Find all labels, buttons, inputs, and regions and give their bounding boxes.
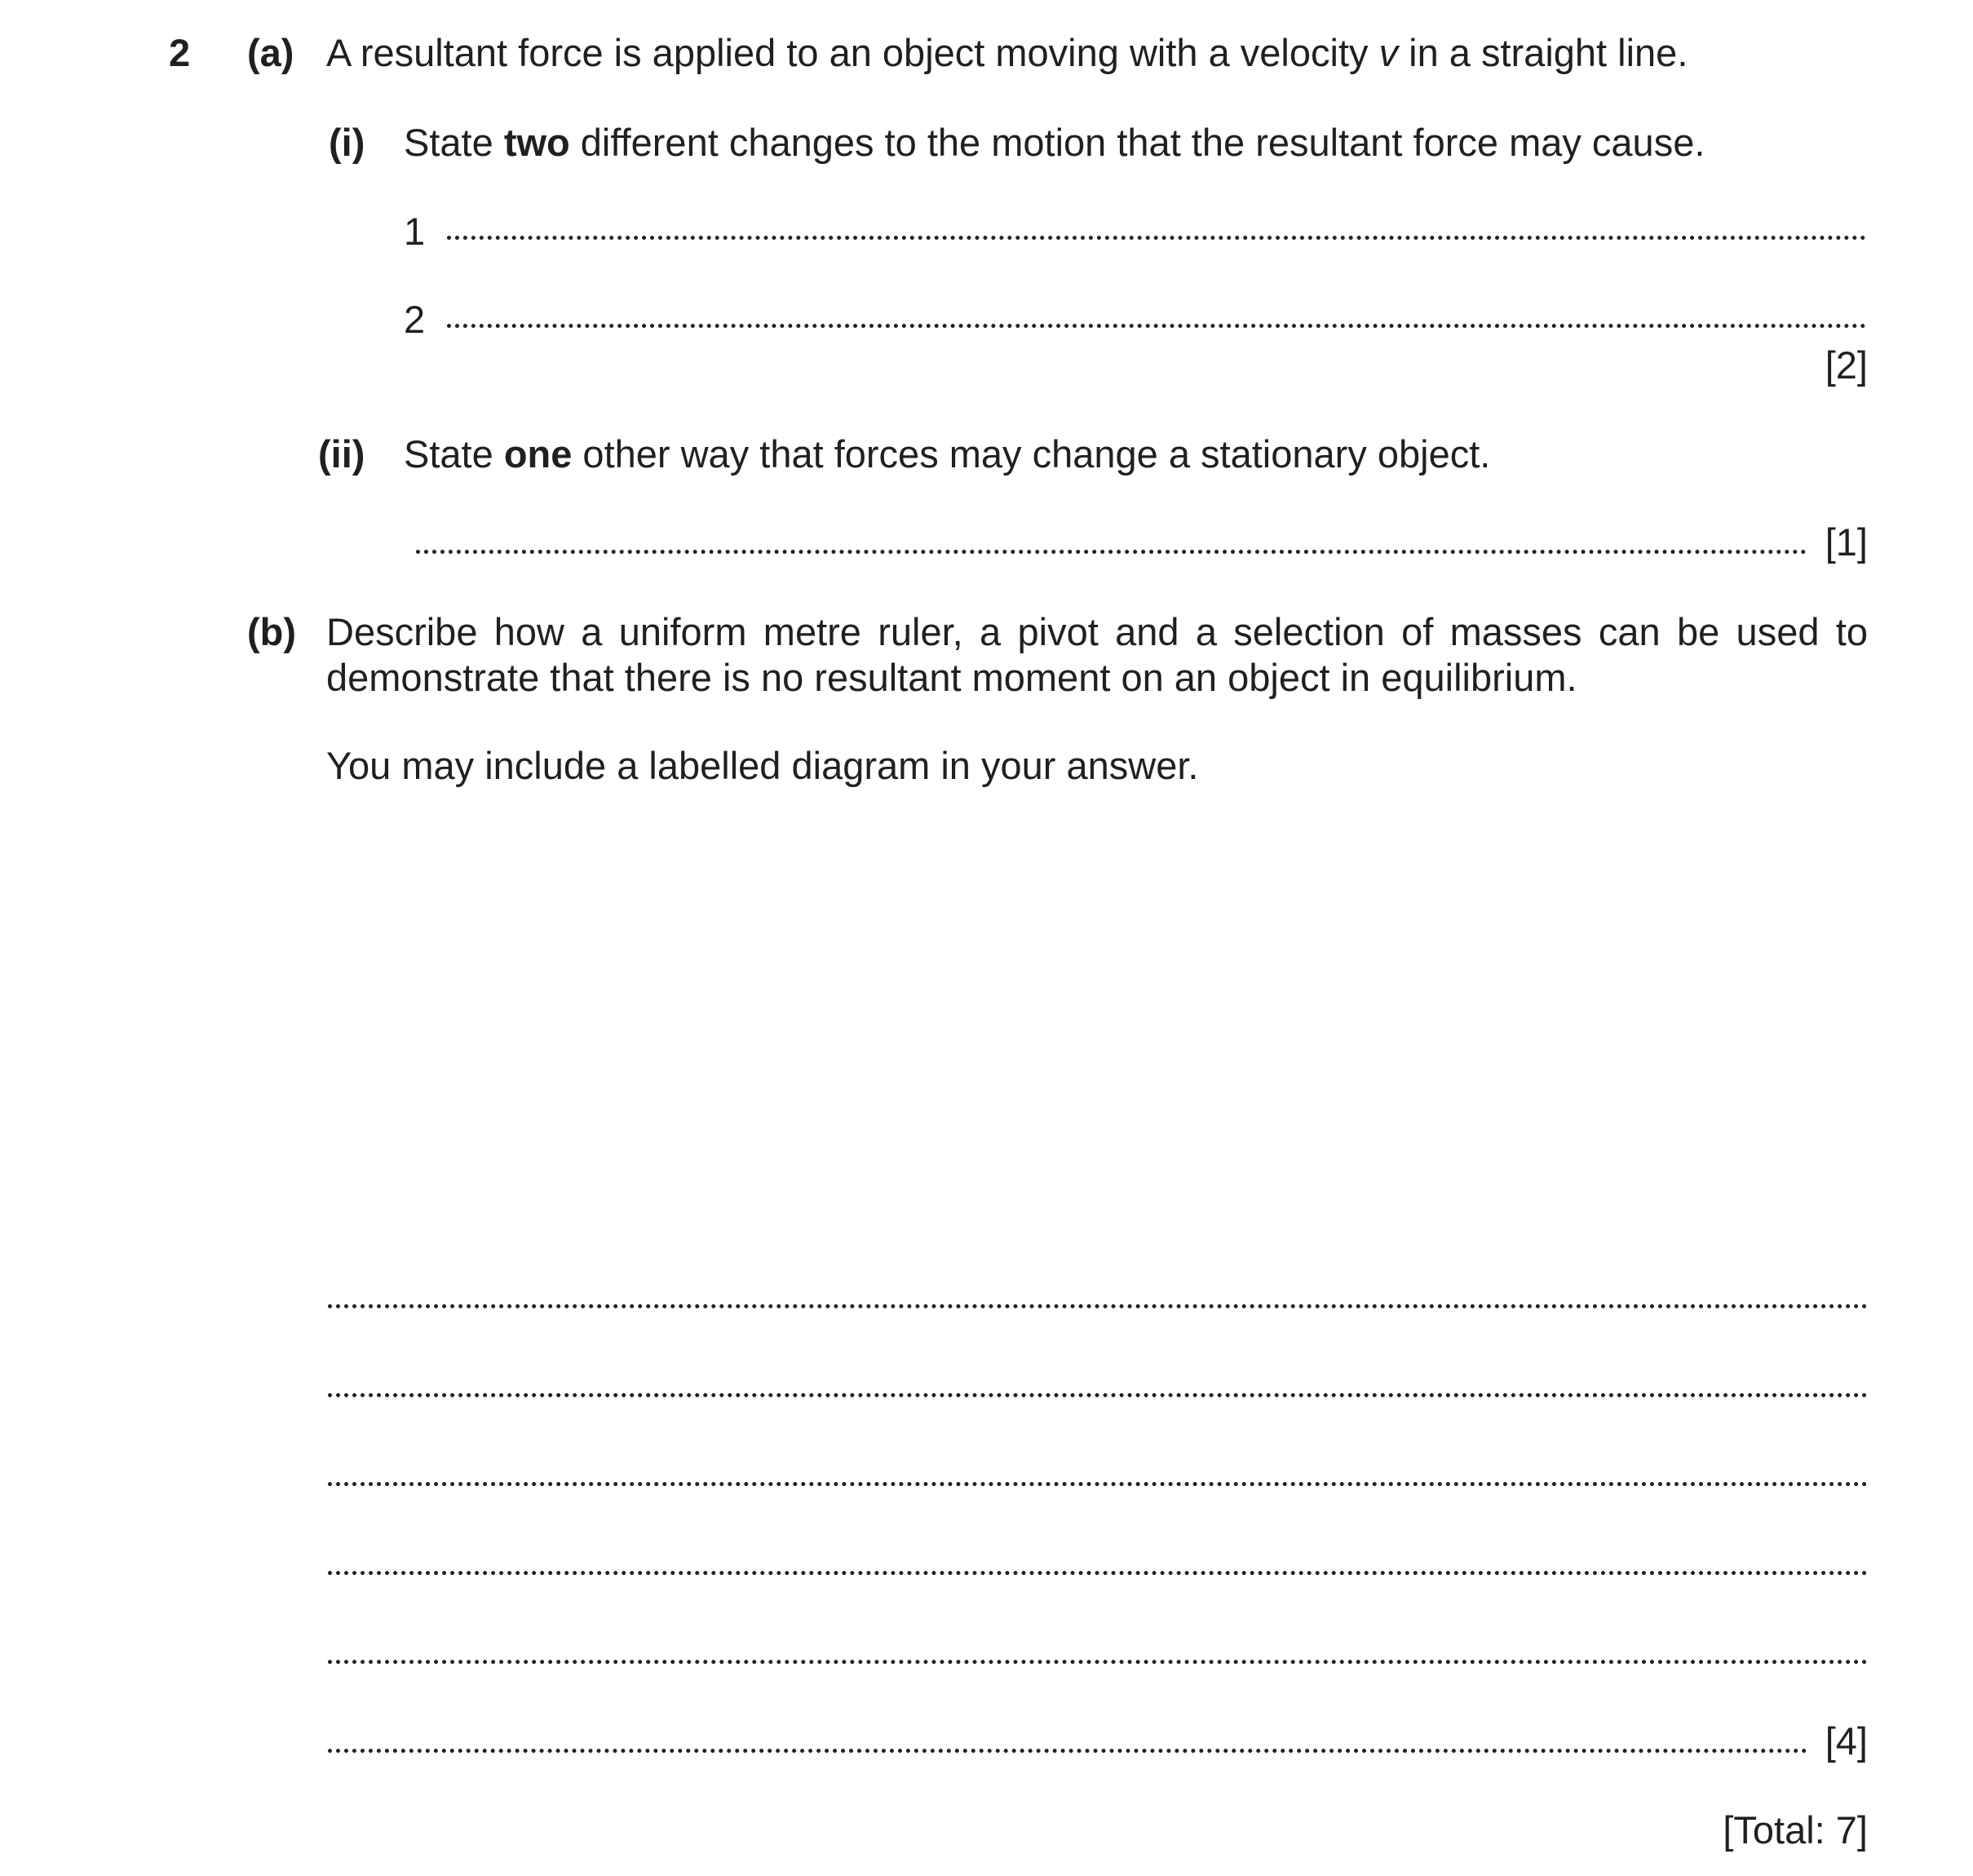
sub-ii-marks: [1] [1825, 520, 1868, 564]
sub-ii-label: (ii) [318, 432, 365, 476]
question-number: 2 [169, 31, 191, 74]
part-b-instruction: You may include a labelled diagram in your answer. [326, 744, 1199, 787]
sub-i-label: (i) [329, 121, 365, 164]
answer-line-b-6[interactable] [328, 1749, 1807, 1753]
part-a-stem-before: A resultant force is applied to an object moving with a velocity [326, 31, 1379, 74]
part-a-label: (a) [247, 31, 294, 74]
sub-i-text-bold: two [503, 121, 570, 164]
total-marks: [Total: 7] [1723, 1808, 1868, 1852]
sub-i-marks: [2] [1825, 343, 1868, 387]
answer-line-2-label: 2 [404, 298, 426, 341]
answer-line-ii[interactable] [416, 550, 1807, 554]
sub-ii-text-bold: one [503, 432, 573, 476]
part-a-stem-after: in a straight line. [1398, 31, 1688, 74]
sub-i-text-after: different changes to the motion that the resultant force may cause. [569, 121, 1705, 164]
velocity-symbol: v [1378, 31, 1399, 74]
sub-i-text-before: State [404, 121, 504, 164]
part-b-marks: [4] [1825, 1719, 1868, 1763]
sub-ii-text-after: other way that forces may change a stationary object. [572, 432, 1491, 476]
diagram-answer-area[interactable] [326, 807, 1868, 1248]
sub-i-text [404, 120, 1705, 166]
answer-line-1-label: 1 [404, 210, 426, 253]
answer-line-b-1[interactable] [328, 1304, 1868, 1308]
answer-line-b-5[interactable] [328, 1660, 1868, 1664]
answer-line-b-4[interactable] [328, 1571, 1868, 1575]
sub-ii-text-before: State [404, 432, 504, 476]
answer-line-1[interactable] [447, 236, 1866, 240]
part-b-text: Describe how a uniform metre ruler, a pivot and a selection of masses can be used to demonstrate that there is no resultant moment on an object in equilibrium. [326, 610, 1868, 699]
answer-line-2[interactable] [447, 324, 1866, 328]
sub-ii-text [404, 431, 1490, 477]
answer-line-b-3[interactable] [328, 1482, 1868, 1486]
answer-line-b-2[interactable] [328, 1393, 1868, 1397]
part-a-stem [326, 30, 1688, 76]
part-b-label: (b) [247, 610, 297, 653]
